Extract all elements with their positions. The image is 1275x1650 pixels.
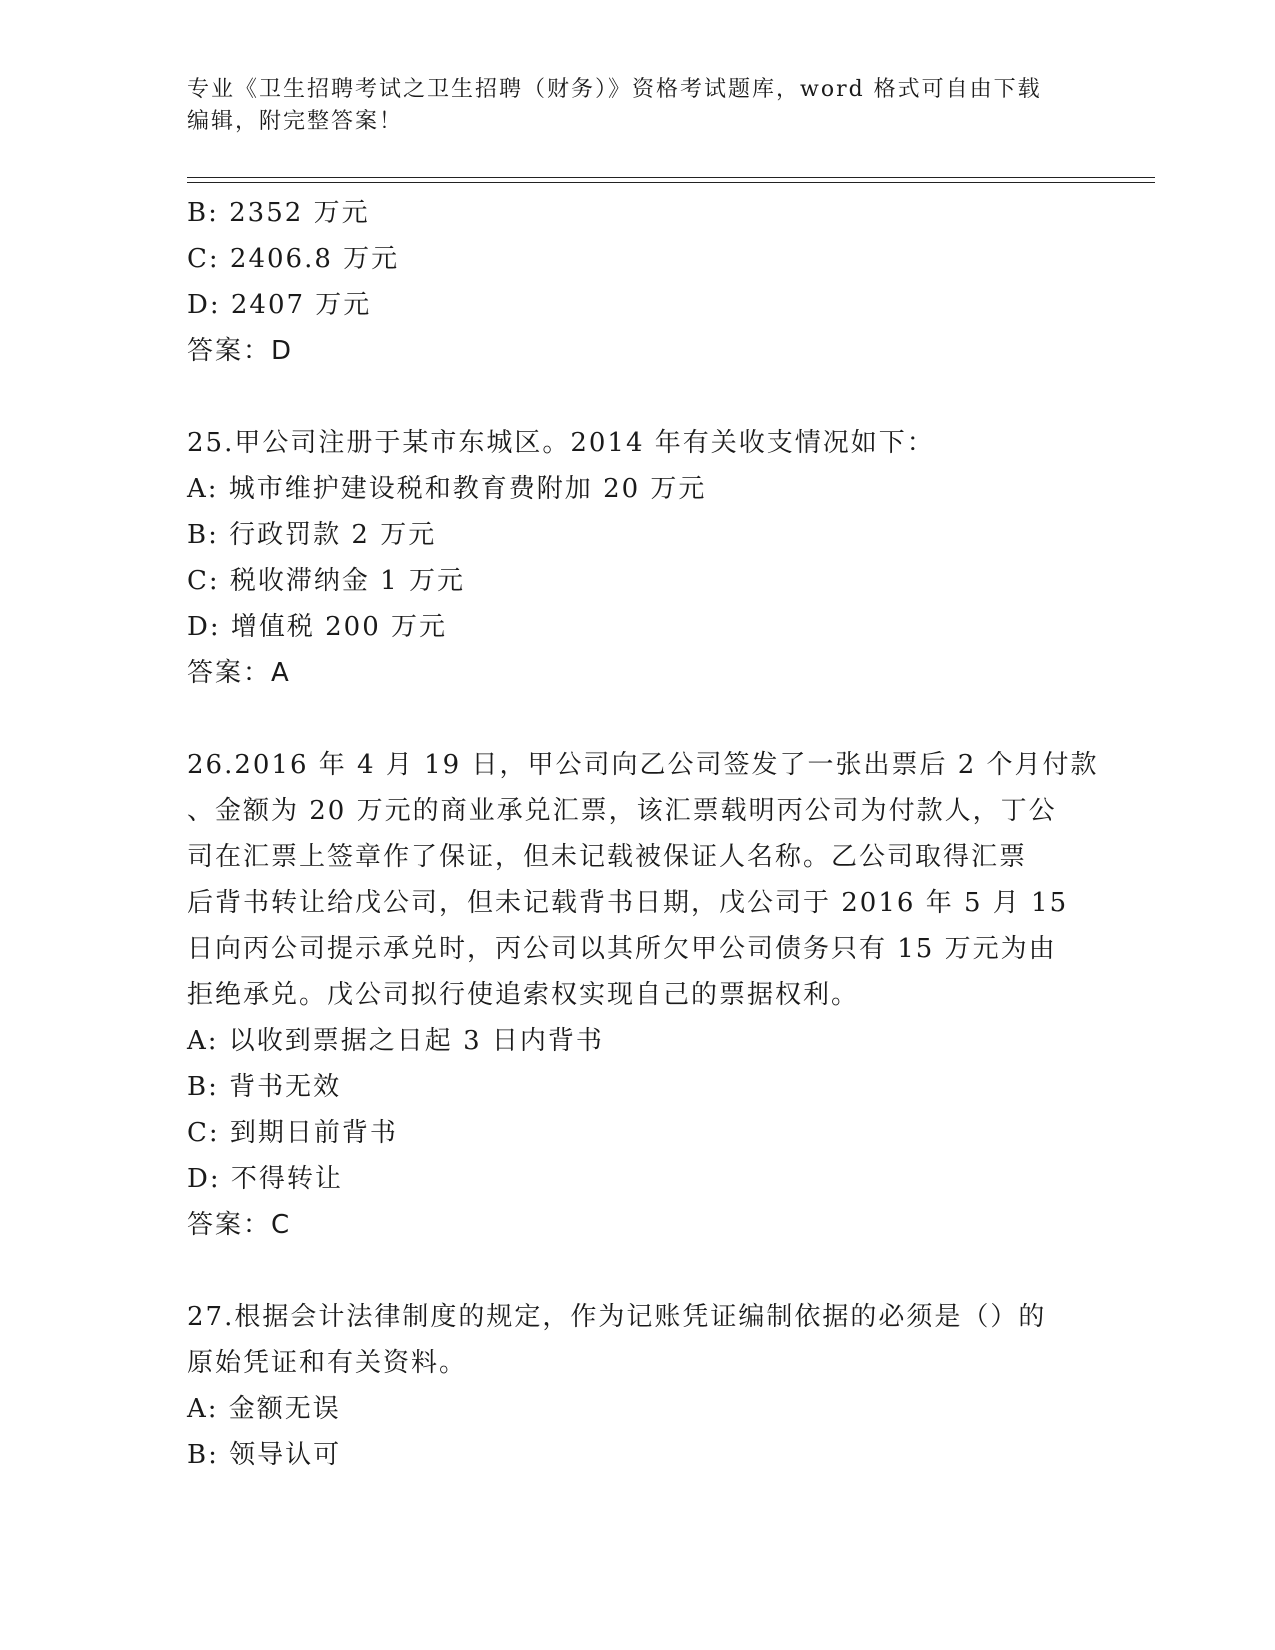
option-a: A: 以收到票据之日起 3 日内背书 bbox=[187, 1026, 604, 1056]
question-stem-line: 、金额为 20 万元的商业承兑汇票，该汇票载明丙公司为付款人，丁公 bbox=[187, 796, 1057, 826]
question-stem-line: 拒绝承兑。戊公司拟行使追索权实现自己的票据权利。 bbox=[187, 980, 860, 1010]
option-a: A: 金额无误 bbox=[187, 1394, 341, 1424]
question-stem-line: 司在汇票上签章作了保证，但未记载被保证人名称。乙公司取得汇票 bbox=[187, 842, 1028, 872]
question-list bbox=[187, 190, 1099, 1478]
answer-line: 答案：C bbox=[187, 1210, 292, 1240]
header-rule-top bbox=[187, 177, 1155, 178]
question-stem-line: 日向丙公司提示承兑时，丙公司以其所欠甲公司债务只有 15 万元为由 bbox=[187, 934, 1057, 964]
question-27 bbox=[187, 1294, 1067, 1478]
header-line-1: 专业《卫生招聘考试之卫生招聘（财务）》资格考试题库，word 格式可自由下载 bbox=[187, 77, 1042, 102]
answer-line: 答案：A bbox=[187, 658, 291, 688]
header-rule-bottom bbox=[187, 182, 1155, 183]
question-stem-line: 26.2016 年 4 月 19 日，甲公司向乙公司签发了一张出票后 2 个月付款 bbox=[187, 750, 1099, 780]
option-c: C: 税收滞纳金 1 万元 bbox=[187, 566, 465, 596]
spacer bbox=[187, 696, 1067, 742]
spacer bbox=[187, 374, 1067, 420]
option-b: B: 领导认可 bbox=[187, 1440, 342, 1470]
option-c: C: 2406.8 万元 bbox=[187, 244, 400, 274]
option-b: B: 2352 万元 bbox=[187, 198, 370, 228]
spacer bbox=[187, 1248, 1067, 1294]
answer-line: 答案：D bbox=[187, 336, 294, 366]
option-d: D: 2407 万元 bbox=[187, 290, 372, 320]
question-stem: 25.甲公司注册于某市东城区。2014 年有关收支情况如下： bbox=[187, 428, 935, 458]
option-b: B: 行政罚款 2 万元 bbox=[187, 520, 437, 550]
option-d: D: 不得转让 bbox=[187, 1164, 343, 1194]
question-25 bbox=[187, 420, 1067, 696]
option-c: C: 到期日前背书 bbox=[187, 1118, 398, 1148]
question-stem-line: 原始凭证和有关资料。 bbox=[187, 1348, 468, 1378]
question-24 bbox=[187, 190, 1067, 374]
option-a: A: 城市维护建设税和教育费附加 20 万元 bbox=[187, 474, 707, 504]
option-d: D: 增值税 200 万元 bbox=[187, 612, 448, 642]
document-header bbox=[187, 74, 1067, 138]
question-26 bbox=[187, 742, 1099, 1248]
question-stem-line: 后背书转让给戊公司，但未记载背书日期，戊公司于 2016 年 5 月 15 bbox=[187, 888, 1069, 918]
header-line-2: 编辑，附完整答案！ bbox=[187, 109, 404, 134]
option-b: B: 背书无效 bbox=[187, 1072, 342, 1102]
question-stem-line: 27.根据会计法律制度的规定，作为记账凭证编制依据的必须是（）的 bbox=[187, 1302, 1047, 1332]
